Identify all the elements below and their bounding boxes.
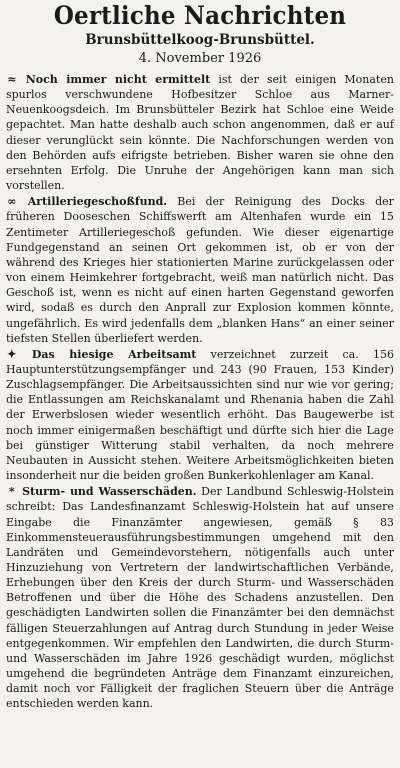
article-marker: ∞ [7,194,17,209]
article-heading: Artilleriegeschoßfund. [27,194,168,209]
article-body: verzeichnet zurzeit ca. 156 Hauptunterstützungsempfänger und 243 (90 Frauen, 153 Kinder) Zuschlagsempfänger. Die Arbeitsaussichten sind nur wie vor gering; die Entlassungen am Reichskanalamt und Rhenania haben die Zahl der Erwerbslosen wieder wesentlich erhöht. Das Baugewerbe ist noch immer einigermaßen beschäftigt und dürfte sich hier die Lage bei günstiger Witterung stabil verhalten, da noch mehrere Neubauten in Aussicht stehen. Weitere Arbeitsmöglichkeiten bieten insonderheit nur die beiden großen Bunkerkohlenlager am Kanal. [6,346,394,483]
section-title: Oertliche Nachrichten [53,1,347,30]
dateline: 4. November 1926 [138,51,262,66]
article-employment-office [6,347,394,483]
article-heading: Noch immer nicht ermittelt [25,72,211,86]
article-heading: Das hiesige Arbeitsamt [31,346,197,361]
article-body: Bei der Reinigung des Docks der früheren Dooseschen Schiffswerft am Altenhafen wurde ein 15 Zentimeter Artilleriegeschoß gefunden. Wie dieser eigenartige Fundgegenstand an seinen Ort gekommen ist, ob er von der während des Krieges hier stationierten Marine zurückgelassen oder von einem Heimkehrer fortgebracht, weiß man natürlich nicht. Das Geschoß ist, wenn es nicht auf einen harten Gegenstand geworfen wird, sodaß es durch den Anprall zur Explosion kommen könnte, ungefährlich. Es wird jedenfalls dem „blanken Hans“ an einer seiner tiefsten Stellen überliefert werden. [6,194,394,345]
article-body: Der Landbund Schleswig-Holstein schreibt: Das Landesfinanzamt Schleswig-Holstein hat auf unsere Eingabe die Finanzämter angewiesen, gemäß § 83 Einkommensteuerausführungsbestimmungen umgehend mit den Landräten und Gemeindevorstehern, nötigenfalls auch unter Hinzuziehung von Vertretern der landwirtschaftlichen Verbände, Erhebungen über den Kreis der durch Sturm- und Wasserschäden Betroffenen und über die Höhe des Schadens anzustellen. Den geschädigten Landwirten sollen die Finanzämter bei den demnächst fälligen Steuerzahlungen auf Antrag durch Stundung in jeder Weise entgegenkommen. Wir empfehlen den Landwirten, die durch Sturm- und Wasserschäden im Jahre 1926 geschädigt wurden, möglichst umgehend die begründeten Anträge dem Finanzamt einzureichen, damit noch vor Fälligkeit der fraglichen Steuern über die Anträge entschieden werden kann. [6,484,394,711]
section-subtitle: Brunsbüttelkoog-Brunsbüttel. [85,32,315,48]
article-storm-damage [6,484,394,711]
article-missing-farmer [6,72,394,193]
article-body: ist der seit einigen Monaten spurlos verschwundene Hofbesitzer Schloe aus Marner-Neuenkoogsdeich. Im Brunsbütteler Bezirk hat Schloe eine Weide gepachtet. Man hatte deshalb auch schon angenommen, daß er auf dieser verunglückt sein könnte. Die Nachforschungen werden von den Behörden aufs eifrigste betrieben. Bisher waren sie ohne den ersehnten Erfolg. Die Unruhe der Angehörigen kann man sich vorstellen. [6,72,394,193]
article-heading: Sturm- und Wasserschäden. [22,484,197,499]
article-marker: ✦ [7,346,17,361]
article-marker: ≈ [7,72,17,86]
masthead [6,0,394,68]
article-marker: * [8,484,15,499]
article-shell-find [6,194,394,346]
